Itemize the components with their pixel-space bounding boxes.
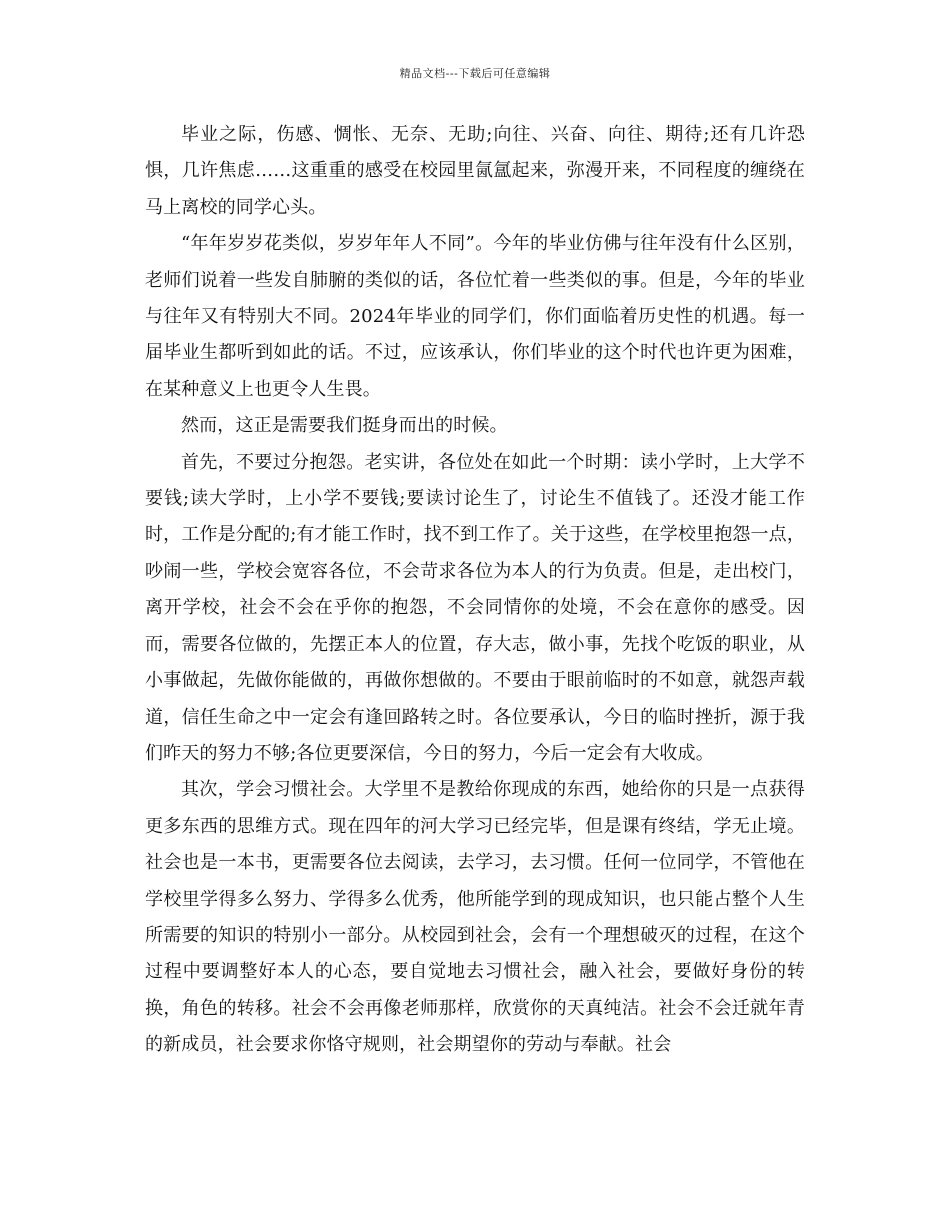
document-body — [145, 117, 805, 1064]
page-header: 精品文档---下载后可任意编辑 — [399, 67, 551, 80]
paragraph-1: 毕业之际，伤感、惆怅、无奈、无助;向往、兴奋、向往、期待;还有几许恐惧，几许焦虑……这重重的感受在校园里氤氲起来，弥漫开来，不同程度的缠绕在马上离校的同学心头。 — [145, 124, 805, 218]
paragraph-5: 其次，学会习惯社会。大学里不是教给你现成的东西，她给你的只是一点获得更多东西的思维方式。现在四年的河大学习已经完毕，但是课有终结，学无止境。社会也是一本书，更需要各位去阅读，去学习，去习惯。任何一位同学，不管他在学校里学得多么努力、学得多么优秀，他所能学到的现成知识，也只能占整个人生所需要的知识的特别小一部分。从校园到社会，会有一个理想破灭的过程，在这个过程中要调整好本人的心态，要自觉地去习惯社会，融入社会，要做好身份的转换，角色的转移。社会不会再像老师那样，欣赏你的天真纯洁。社会不会迁就年青的新成员，社会要求你恪守规则，社会期望你的劳动与奉献。社会 — [145, 779, 805, 1056]
paragraph-4: 首先，不要过分抱怨。老实讲，各位处在如此一个时期：读小学时，上大学不要钱;读大学时，上小学不要钱;要读讨论生了，讨论生不值钱了。还没才能工作时，工作是分配的;有才能工作时，找不到工作了。关于这些，在学校里抱怨一点，吵闹一些，学校会宽容各位，不会苛求各位为本人的行为负责。但是，走出校门，离开学校，社会不会在乎你的抱怨，不会同情你的处境，不会在意你的感受。因而，需要各位做的，先摆正本人的位置，存大志，做小事，先找个吃饭的职业，从小事做起，先做你能做的，再做你想做的。不要由于眼前临时的不如意，就怨声载道，信任生命之中一定会有逢回路转之时。各位要承认，今日的临时挫折，源于我们昨天的努力不够;各位更要深信，今日的努力，今后一定会有大收成。 — [145, 451, 805, 764]
paragraph-2: “年年岁岁花类似，岁岁年年人不同”。今年的毕业仿佛与往年没有什么区别，老师们说着一些发自肺腑的类似的话，各位忙着一些类似的事。但是，今年的毕业与往年又有特别大不同。2024年毕业的同学们，你们面临着历史性的机遇。每一届毕业生都听到如此的话。不过，应该承认，你们毕业的这个时代也许更为困难，在某种意义上也更令人生畏。 — [145, 233, 805, 400]
paragraph-3: 然而，这正是需要我们挺身而出的时候。 — [181, 415, 508, 437]
